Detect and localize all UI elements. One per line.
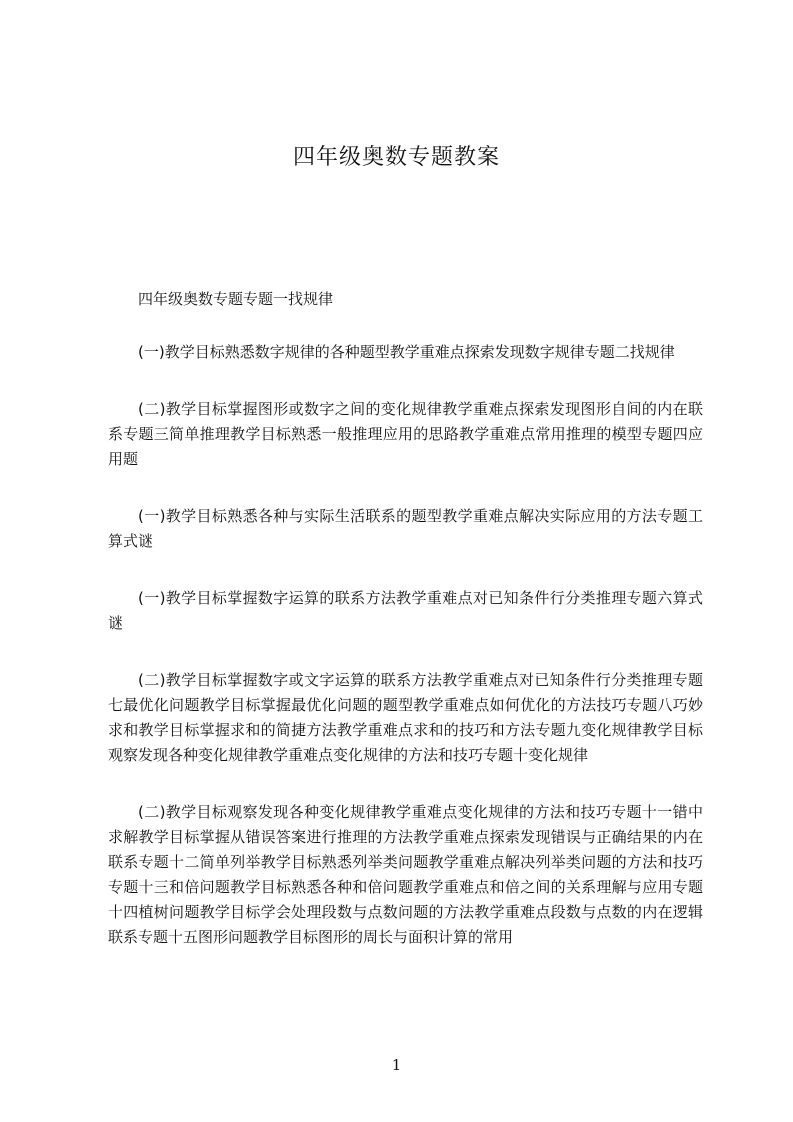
page-number: 1 [391,1056,402,1074]
paragraph: (一)教学目标熟悉各种与实际生活联系的题型教学重难点解决实际应用的方法专题工算式谜 [108,507,703,550]
paragraph: (二)教学目标观察发现各种变化规律教学重难点变化规律的方法和技巧专题十一错中求解教学目标掌握从错误答案进行推理的方法教学重难点探索发现错误与正确结果的内在联系专题十二简单列举教学目标熟悉列举类问题教学重难点解决列举类问题的方法和技巧专题十三和倍问题教学目标熟悉各种和倍问题教学重难点和倍之间的关系理解与应用专题十四植树问题教学目标学会处理段数与点数问题的方法教学重难点段数与点数的内在逻辑联系专题十五图形问题教学目标图形的周长与面积计算的常用 [108,803,703,946]
paragraph: (二)教学目标掌握数字或文字运算的联系方法教学重难点对已知条件行分类推理专题七最优化问题教学目标掌握最优化问题的题型教学重难点如何优化的方法技巧专题八巧妙求和教学目标掌握求和的简捷方法教学重难点求和的技巧和方法专题九变化规律教学目标观察发现各种变化规律教学重难点变化规律的方法和技巧专题十变化规律 [108,671,703,764]
paragraph: (一)教学目标熟悉数字规律的各种题型教学重难点探索发现数字规律专题二找规律 [138,343,675,361]
document-body [108,287,703,982]
paragraph-section-heading: 四年级奥数专题专题一找规律 [138,290,334,308]
paragraph: (二)教学目标掌握图形或数字之间的变化规律教学重难点探索发现图形自间的内在联系专题三简单推理教学目标熟悉一般推理应用的思路教学重难点常用推理的模型专题四应用题 [108,400,703,468]
document-title: 四年级奥数专题教案 [292,145,500,170]
paragraph: (一)教学目标掌握数字运算的联系方法教学重难点对已知条件行分类推理专题六算式谜 [108,589,703,632]
